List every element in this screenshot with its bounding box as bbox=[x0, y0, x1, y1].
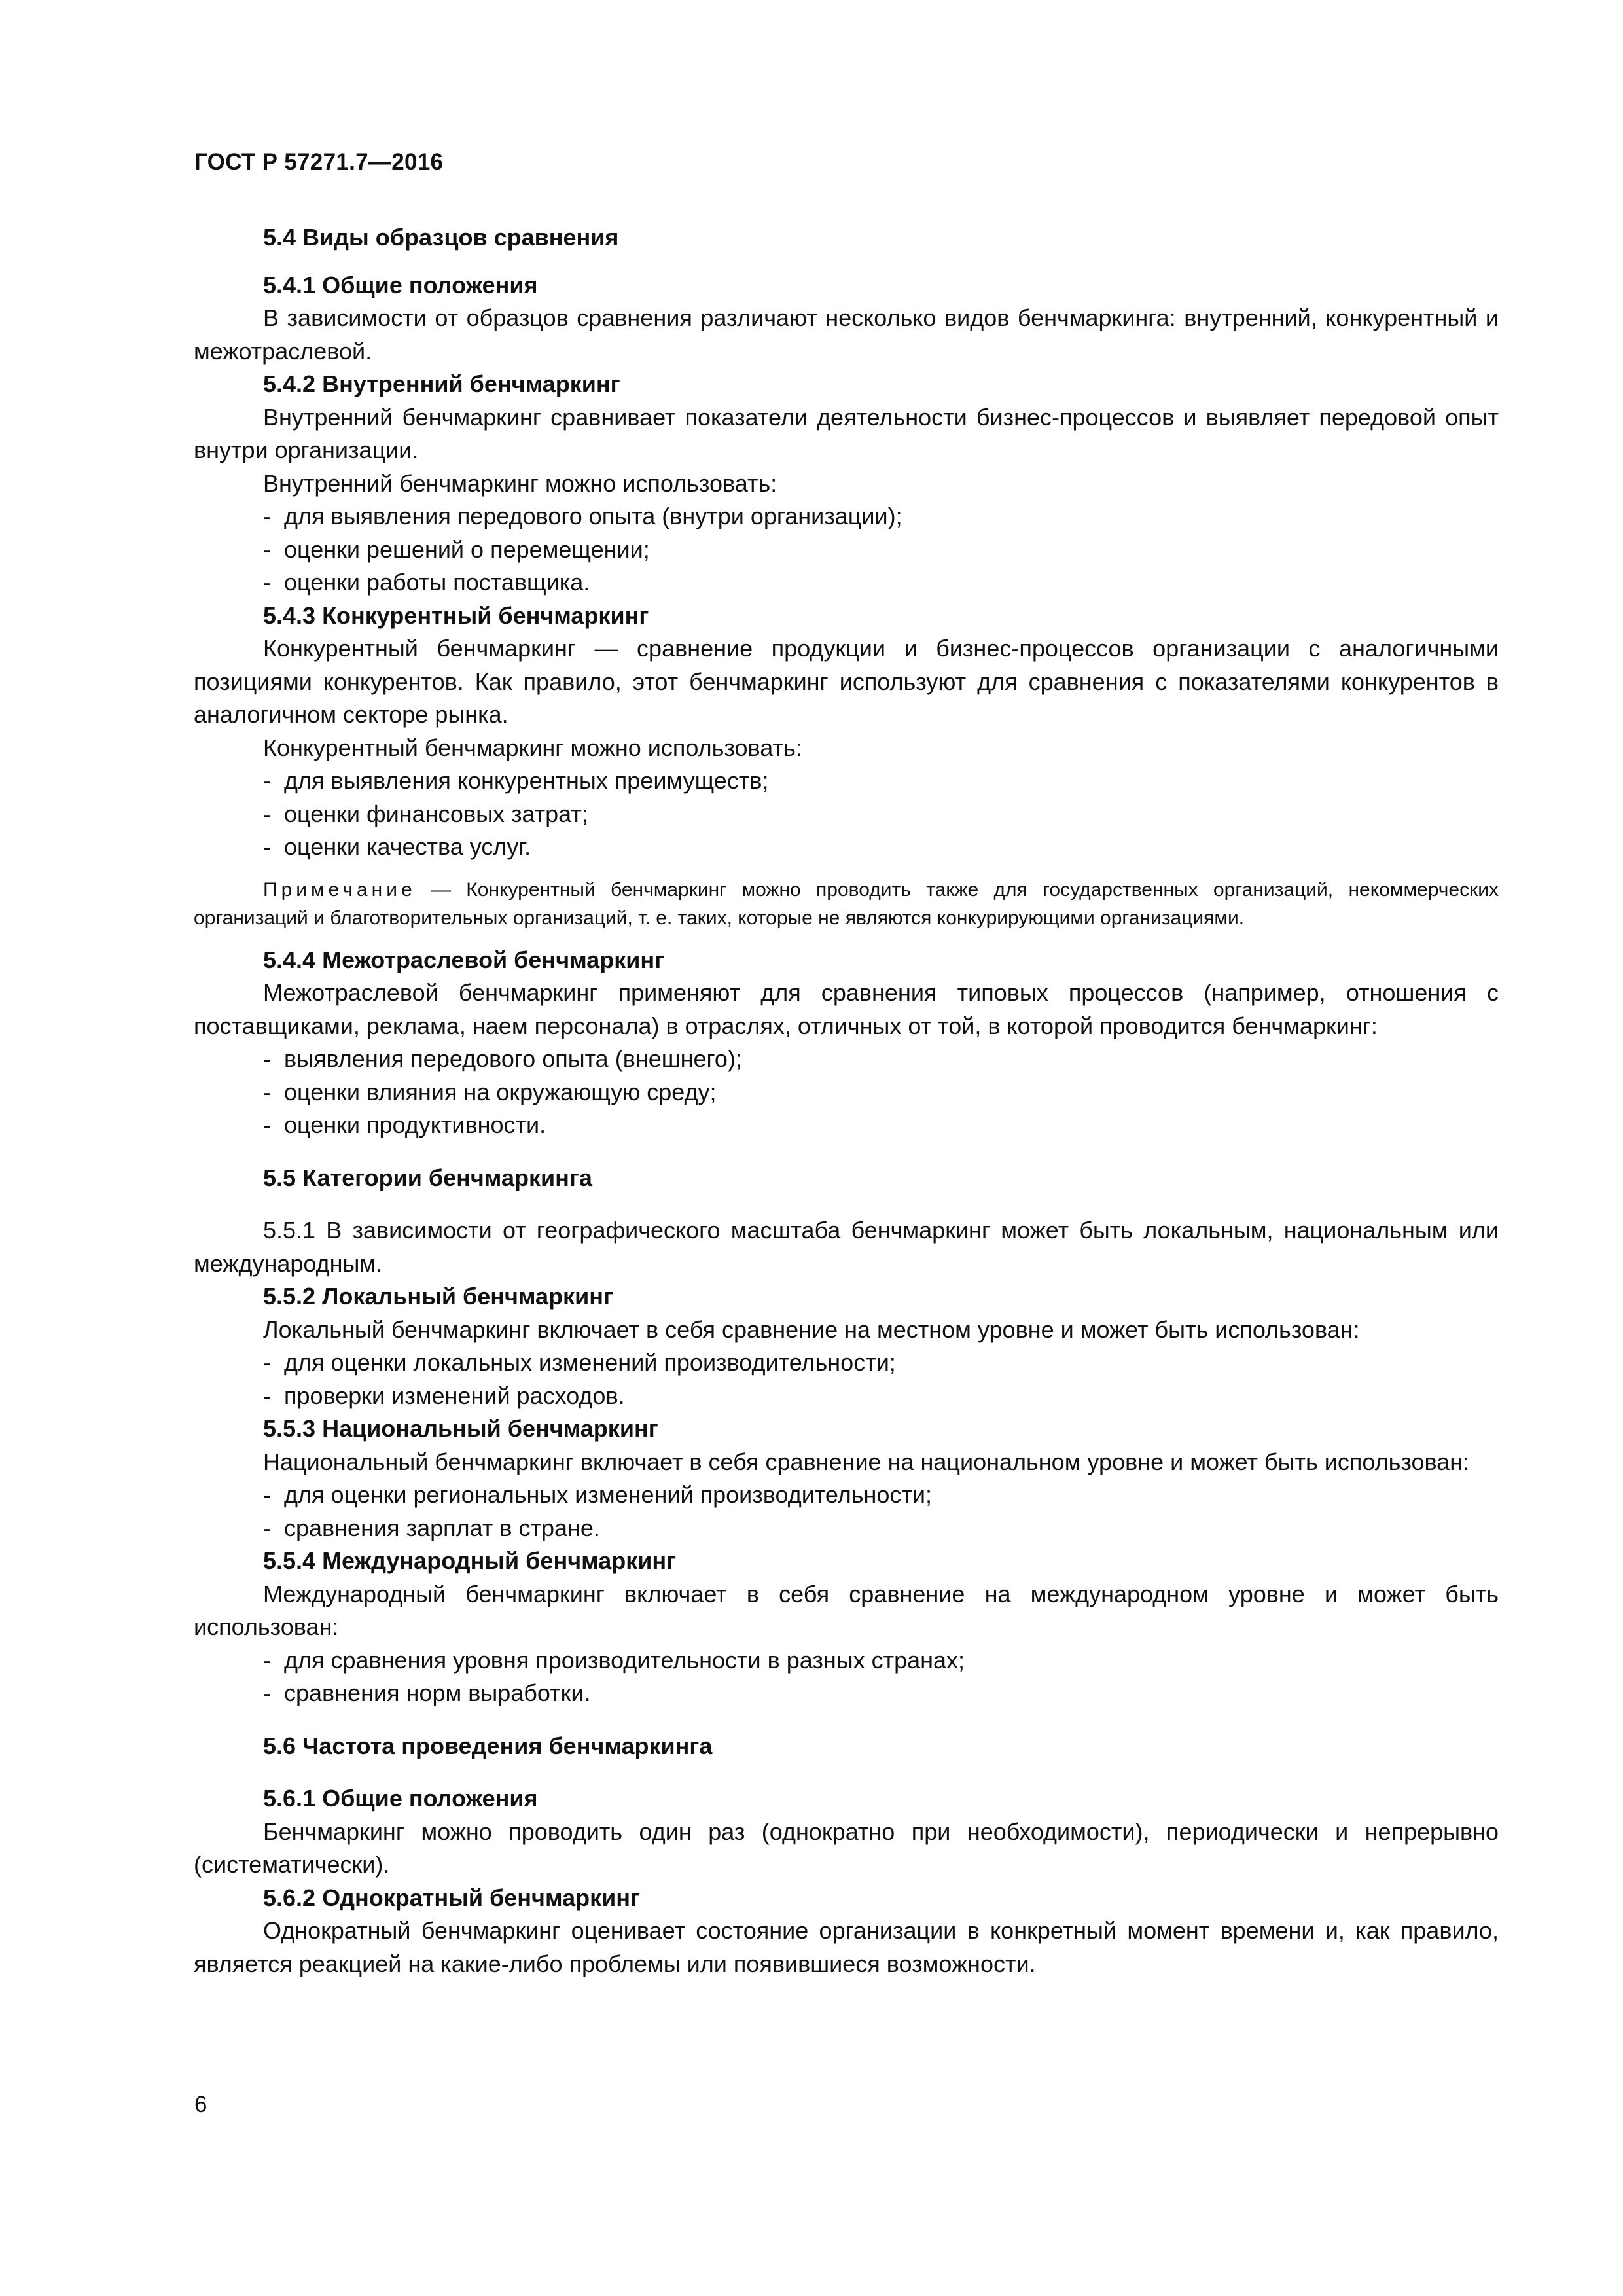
section-heading-5-5: 5.5 Категории бенчмаркинга bbox=[263, 1164, 592, 1191]
paragraph-5-4-3: Конкурентный бенчмаркинг — сравнение продукции и бизнес-процессов организации с аналогичными позициями конкурентов. Как правило, этот бенчмаркинг используют для сравнения с показателями конкурентов в аналогичном секторе рынка. bbox=[194, 635, 1499, 728]
paragraph-5-4-1: В зависимости от образцов сравнения различают несколько видов бенчмаркинга: внутренний, конкурентный и межотраслевой. bbox=[194, 304, 1499, 365]
list-item: - сравнения норм выработки. bbox=[263, 1679, 591, 1706]
list-item: - для оценки региональных изменений производительности; bbox=[263, 1481, 933, 1508]
paragraph-5-5-1: 5.5.1 В зависимости от географического масштаба бенчмаркинг может быть локальным, национальным или международным. bbox=[194, 1217, 1499, 1277]
subsection-heading-5-5-2: 5.5.2 Локальный бенчмаркинг bbox=[263, 1283, 613, 1310]
list-item: - сравнения зарплат в стране. bbox=[263, 1514, 600, 1541]
document-code: ГОСТ Р 57271.7—2016 bbox=[194, 149, 444, 175]
paragraph-5-5-2: Локальный бенчмаркинг включает в себя сравнение на местном уровне и может быть использован: bbox=[263, 1316, 1360, 1343]
list-item: - для сравнения уровня производительности в разных странах; bbox=[263, 1646, 965, 1674]
note bbox=[194, 876, 1499, 932]
page-number: 6 bbox=[194, 2092, 207, 2117]
list-item: - проверки изменений расходов. bbox=[263, 1382, 625, 1409]
list-item: - оценки решений о перемещении; bbox=[263, 535, 650, 563]
list-item: - оценки продуктивности. bbox=[263, 1111, 546, 1138]
paragraph-5-6-1: Бенчмаркинг можно проводить один раз (однократно при необходимости), периодически и непрерывно (систематически). bbox=[194, 1818, 1499, 1878]
subsection-heading-5-4-4: 5.4.4 Межотраслевой бенчмаркинг bbox=[263, 946, 665, 973]
note-label: Примечание bbox=[263, 878, 416, 901]
paragraph-5-5-4: Международный бенчмаркинг включает в себя сравнение на международном уровне и может быть использован: bbox=[194, 1580, 1499, 1640]
subsection-heading-5-4-2: 5.4.2 Внутренний бенчмаркинг bbox=[263, 370, 620, 397]
section-heading-5-4: 5.4 Виды образцов сравнения bbox=[263, 224, 619, 251]
subsection-heading-5-5-4: 5.5.4 Международный бенчмаркинг bbox=[263, 1547, 677, 1574]
paragraph-5-4-2: Внутренний бенчмаркинг сравнивает показатели деятельности бизнес-процессов и выявляет передовой опыт внутри организации. bbox=[194, 403, 1499, 463]
list-item: - для выявления передового опыта (внутри организации); bbox=[263, 503, 902, 529]
subsection-heading-5-4-3: 5.4.3 Конкурентный бенчмаркинг bbox=[263, 601, 649, 629]
list-item: - оценки влияния на окружающую среду; bbox=[263, 1078, 717, 1105]
list-item: - для выявления конкурентных преимуществ; bbox=[263, 767, 769, 794]
list-item: - для оценки локальных изменений производительности; bbox=[263, 1349, 896, 1376]
paragraph-5-4-2-intro: Внутренний бенчмаркинг можно использовать: bbox=[263, 469, 777, 497]
list-item: - оценки финансовых затрат; bbox=[263, 800, 588, 827]
paragraph-5-4-4: Межотраслевой бенчмаркинг применяют для сравнения типовых процессов (например, отношения с поставщиками, реклама, наем персонала) в отраслях, отличных от той, в которой проводится бенчмаркинг: bbox=[194, 979, 1499, 1039]
note-text: — Конкурентный бенчмаркинг можно проводить также для государственных организаций, некоммерческих организаций и благотворительных организаций, т. е. таких, которые не являются конкурирующими организациями. bbox=[194, 878, 1499, 929]
subsection-heading-5-6-1: 5.6.1 Общие положения bbox=[263, 1785, 538, 1812]
subsection-heading-5-4-1: 5.4.1 Общие положения bbox=[263, 271, 538, 298]
list-item: - оценки качества услуг. bbox=[263, 833, 531, 860]
paragraph-5-4-3-intro: Конкурентный бенчмаркинг можно использовать: bbox=[263, 734, 802, 761]
subsection-heading-5-6-2: 5.6.2 Однократный бенчмаркинг bbox=[263, 1884, 640, 1911]
document-body bbox=[194, 221, 1499, 1981]
list-item: - выявления передового опыта (внешнего); bbox=[263, 1045, 742, 1072]
paragraph-5-6-2: Однократный бенчмаркинг оценивает состояние организации в конкретный момент времени и, как правило, является реакцией на какие-либо проблемы или появившиеся возможности. bbox=[194, 1917, 1499, 1977]
subsection-heading-5-5-3: 5.5.3 Национальный бенчмаркинг bbox=[263, 1415, 658, 1442]
section-heading-5-6: 5.6 Частота проведения бенчмаркинга bbox=[263, 1732, 713, 1759]
list-item: - оценки работы поставщика. bbox=[263, 569, 590, 596]
paragraph-5-5-3: Национальный бенчмаркинг включает в себя сравнение на национальном уровне и может быть использован: bbox=[263, 1448, 1470, 1475]
